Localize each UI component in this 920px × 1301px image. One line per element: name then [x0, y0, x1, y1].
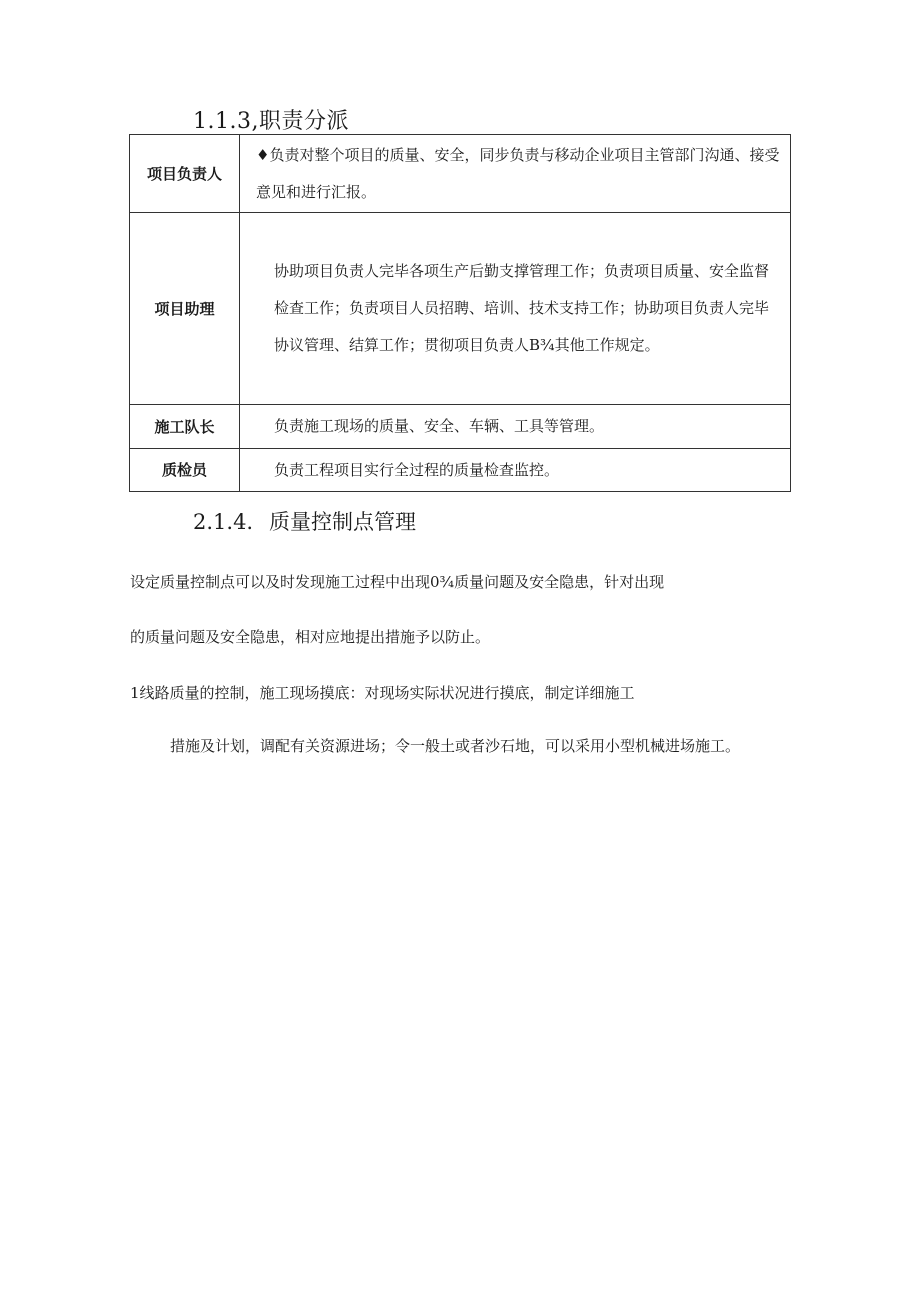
section-title: 质量控制点管理 — [269, 510, 416, 534]
table-row — [130, 405, 791, 449]
section-heading-quality-control — [193, 506, 416, 536]
role-cell: 项目负责人 — [130, 135, 240, 213]
table-row — [130, 135, 791, 213]
duties-table — [129, 134, 791, 492]
desc-cell: 负责工程项目实行全过程的质量检查监控。 — [240, 449, 791, 492]
table-row — [130, 449, 791, 492]
paragraph: 措施及计划，调配有关资源进场；令一般土或者沙石地，可以采用小型机械进场施工。 — [170, 737, 741, 755]
role-cell: 施工队长 — [130, 405, 240, 449]
desc-cell: 负责施工现场的质量、安全、车辆、工具等管理。 — [240, 405, 791, 449]
role-cell: 质检员 — [130, 449, 240, 492]
desc-cell: 协助项目负责人完毕各项生产后勤支撑管理工作；负责项目质量、安全监督检查工作；负责项目人员招聘、培训、技术支持工作；协助项目负责人完毕协议管理、结算工作；贯彻项目负责人B¾其他工作规定。 — [240, 213, 791, 405]
paragraph: 1线路质量的控制，施工现场摸底：对现场实际状况进行摸底，制定详细施工 — [130, 684, 635, 702]
section-heading-duties: 1.1.3,职责分派 — [193, 109, 349, 134]
table-row — [130, 213, 791, 405]
role-cell: 项目助理 — [130, 213, 240, 405]
paragraph: 的质量问题及安全隐患，相对应地提出措施予以防止。 — [130, 628, 491, 646]
paragraph: 设定质量控制点可以及时发现施工过程中出现0¾质量问题及安全隐患，针对出现 — [130, 573, 665, 591]
desc-cell: ♦负责对整个项目的质量、安全，同步负责与移动企业项目主管部门沟通、接受意见和进行汇报。 — [240, 135, 791, 213]
section-number: 2.1.4. — [193, 510, 254, 534]
